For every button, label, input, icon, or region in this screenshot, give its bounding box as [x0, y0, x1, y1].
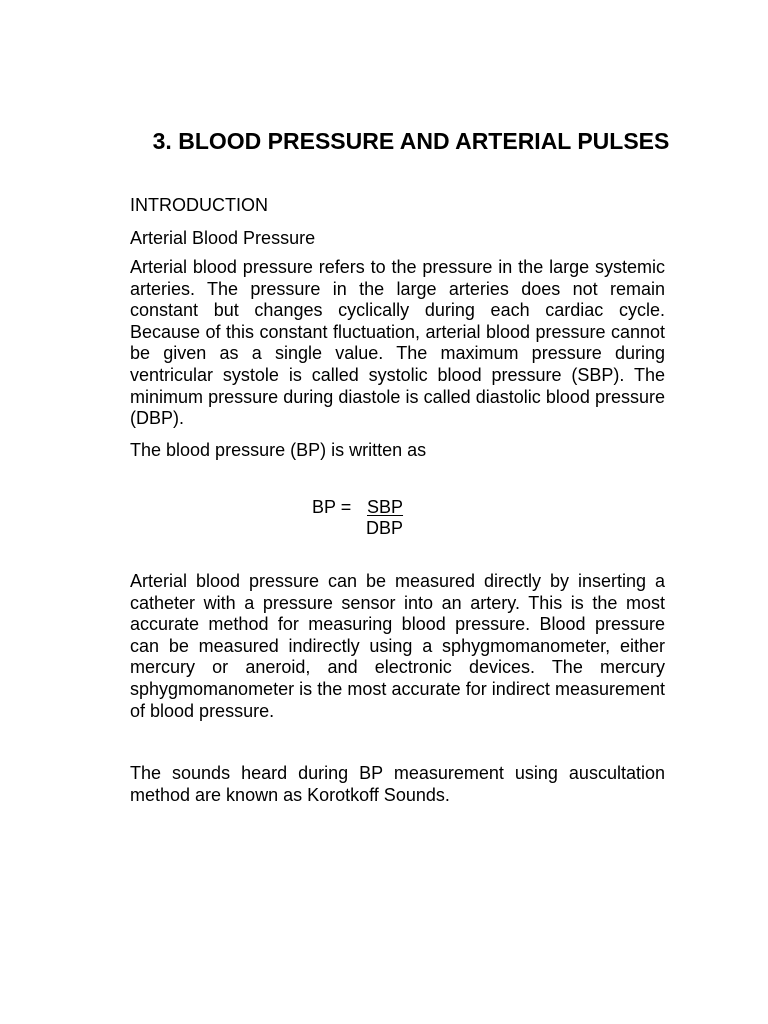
paragraph-measurement: Arterial blood pressure can be measured directly by inserting a catheter with a pressure sensor into an artery. This is the most accurate method for measuring blood pressure. Blood pressure can be measured indirectly using a sphygmomanometer, either mercury or aneroid, and electronic devices. The mercury sphygmomanometer is the most accurate for indirect measurement of blood pressure.	[130, 571, 665, 721]
formula-numerator: SBP	[367, 497, 404, 517]
paragraph-definition: Arterial blood pressure refers to the pressure in the large systemic arteries. The pressure in the large arteries does not remain constant but changes cyclically during each cardiac cycle. Because of this constant fluctuation, arterial blood pressure cannot be given as a single value. The maximum pressure during ventricular systole is called systolic blood pressure (SBP). The minimum pressure during diastole is called diastolic blood pressure (DBP).	[130, 257, 665, 429]
paragraph-korotkoff: The sounds heard during BP measurement using auscultation method are known as Korotkoff Sounds.	[130, 763, 665, 805]
paragraph-bp-written: The blood pressure (BP) is written as	[130, 440, 427, 460]
formula-lhs: BP =	[312, 497, 352, 517]
section-heading: INTRODUCTION	[130, 195, 268, 215]
subheading: Arterial Blood Pressure	[130, 228, 316, 248]
formula-denominator: DBP	[366, 518, 404, 538]
chapter-title: 3. BLOOD PRESSURE AND ARTERIAL PULSES	[152, 128, 670, 154]
